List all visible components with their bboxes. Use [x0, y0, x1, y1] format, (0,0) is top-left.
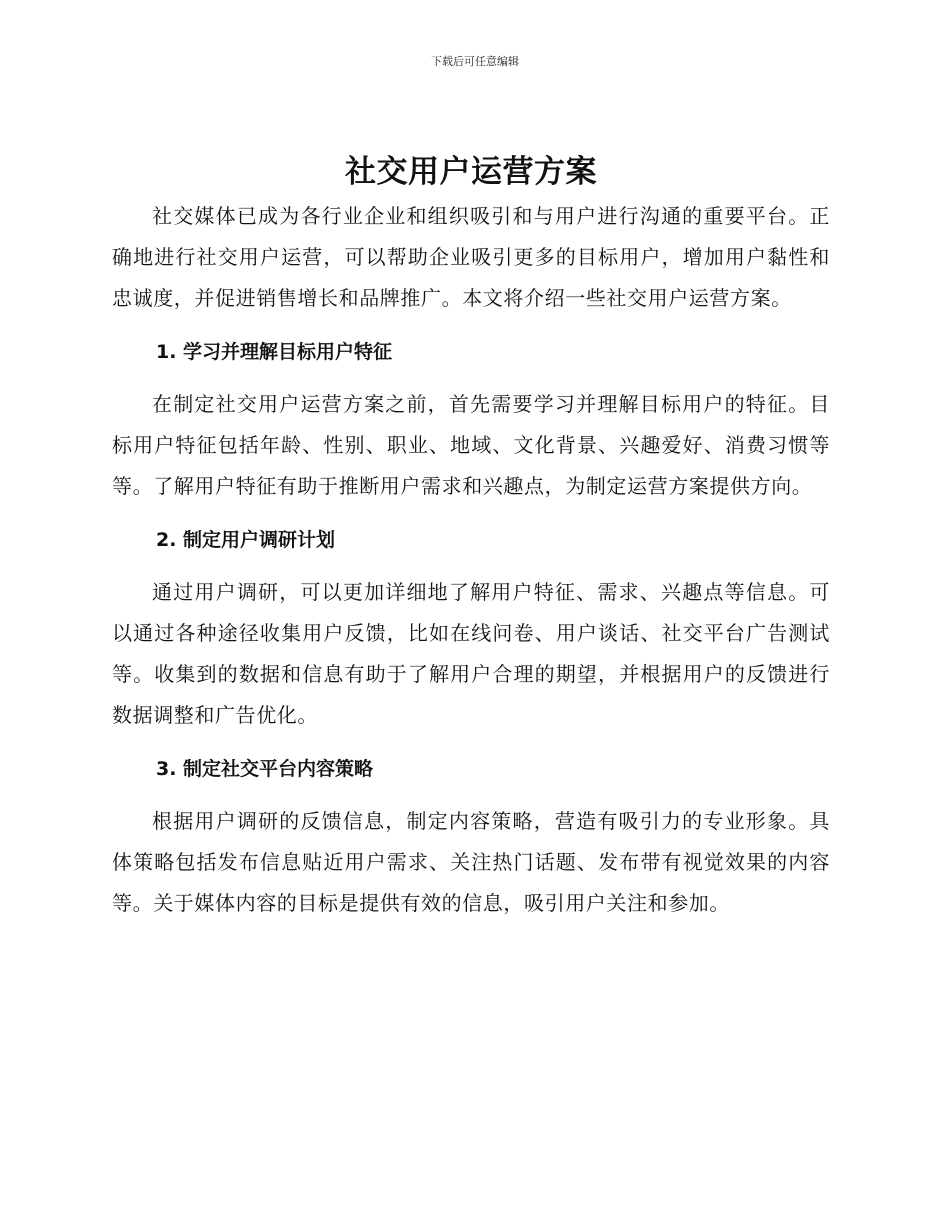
page-header-note: 下载后可任意编辑	[431, 55, 519, 68]
section-heading-3: 3. 制定社交平台内容策略	[156, 758, 374, 780]
document-body	[112, 150, 830, 924]
intro-paragraph: 社交媒体已成为各行业企业和组织吸引和与用户进行沟通的重要平台。正确地进行社交用户运营，可以帮助企业吸引更多的目标用户，增加用户黏性和忠诚度，并促进销售增长和品牌推广。本文将介绍一些社交用户运营方案。	[112, 204, 830, 310]
section-heading-2: 2. 制定用户调研计划	[156, 529, 336, 551]
document-title: 社交用户运营方案	[345, 154, 597, 190]
section-body-3: 根据用户调研的反馈信息，制定内容策略，营造有吸引力的专业形象。具体策略包括发布信息贴近用户需求、关注热门话题、发布带有视觉效果的内容等。关于媒体内容的目标是提供有效的信息，吸引用户关注和参加。	[112, 809, 830, 915]
section-body-1: 在制定社交用户运营方案之前，首先需要学习并理解目标用户的特征。目标用户特征包括年龄、性别、职业、地域、文化背景、兴趣爱好、消费习惯等等。了解用户特征有助于推断用户需求和兴趣点，为制定运营方案提供方向。	[112, 392, 830, 498]
section-body-2: 通过用户调研，可以更加详细地了解用户特征、需求、兴趣点等信息。可以通过各种途径收集用户反馈，比如在线问卷、用户谈话、社交平台广告测试等。收集到的数据和信息有助于了解用户合理的期望，并根据用户的反馈进行数据调整和广告优化。	[112, 580, 830, 727]
section-heading-1: 1. 学习并理解目标用户特征	[156, 341, 393, 363]
